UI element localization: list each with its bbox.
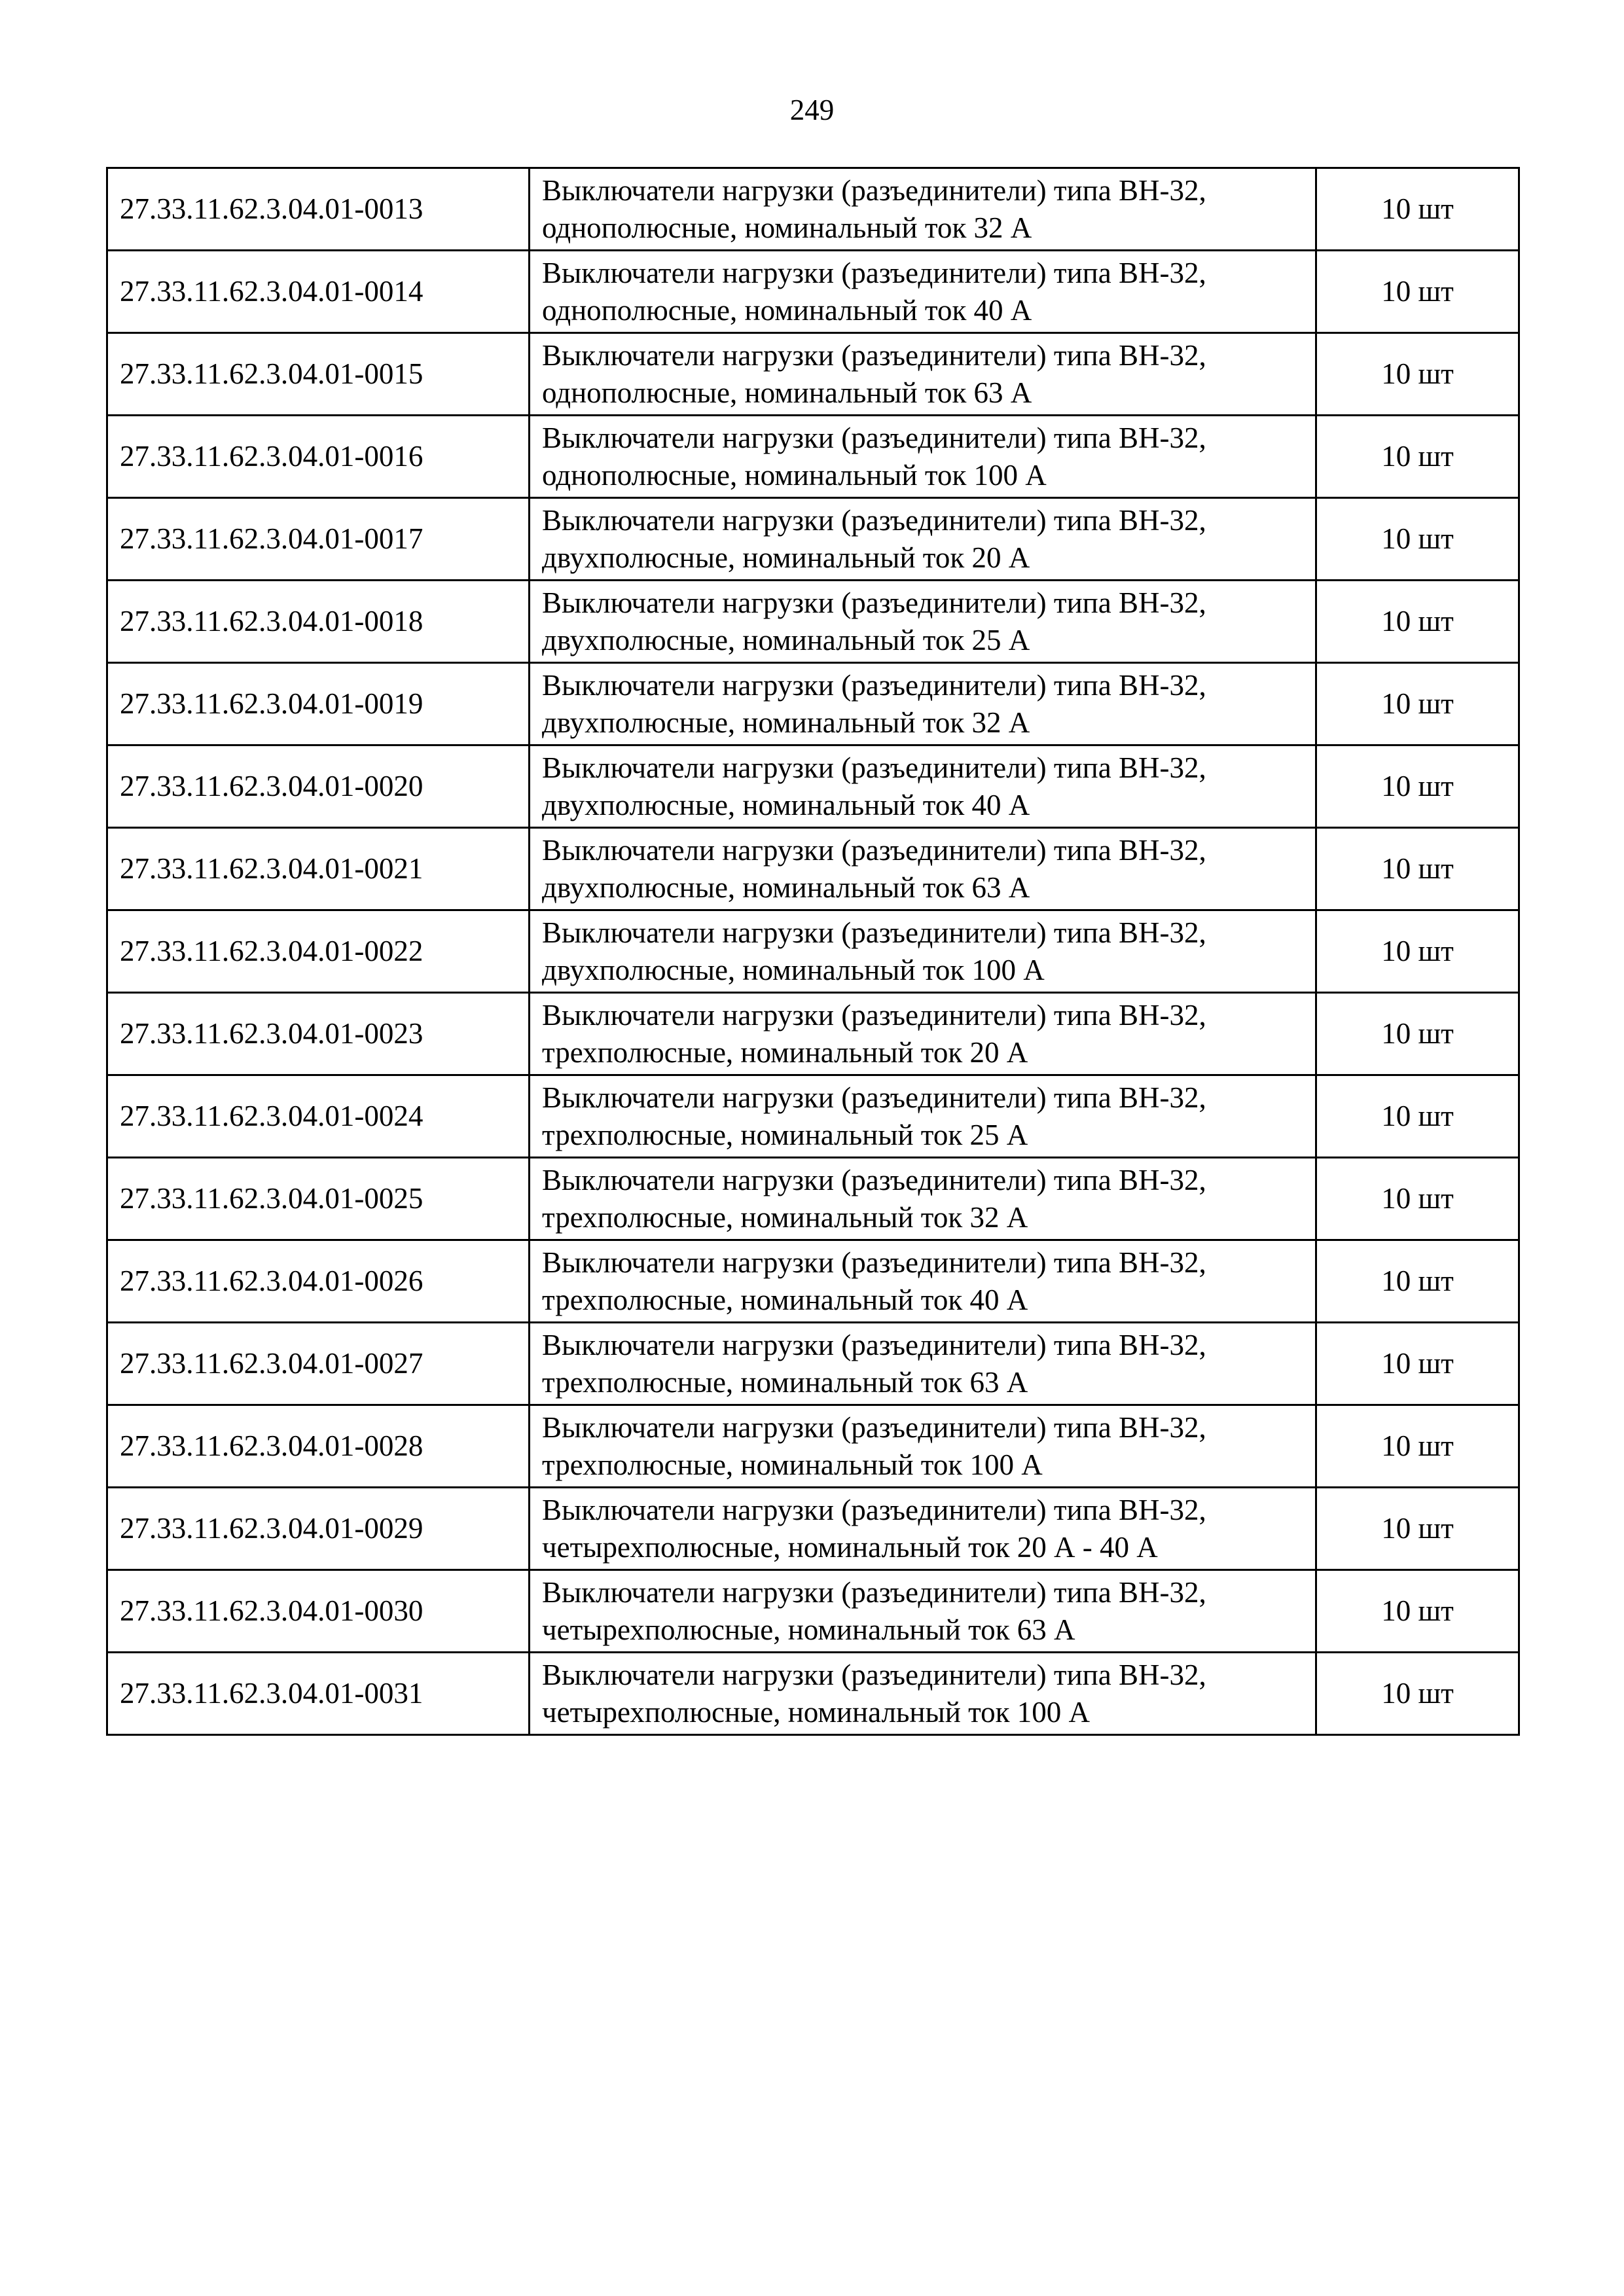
table-row xyxy=(107,168,1519,251)
item-name-cell xyxy=(530,828,1316,910)
item-name-line-2: однополюсные, номинальный ток 32 А xyxy=(542,211,1032,244)
item-name-line-2: однополюсные, номинальный ток 100 А xyxy=(542,458,1047,492)
item-name-line-1: Выключатели нагрузки (разъединители) типа ВН-32, xyxy=(542,421,1206,454)
item-name-cell xyxy=(530,745,1316,828)
item-name-line-1: Выключатели нагрузки (разъединители) типа ВН-32, xyxy=(542,338,1206,372)
table-row xyxy=(107,1075,1519,1158)
table-row xyxy=(107,581,1519,663)
item-quantity-cell: 10 шт xyxy=(1316,1405,1519,1488)
item-name-line-2: однополюсные, номинальный ток 63 А xyxy=(542,376,1032,409)
item-code-cell: 27.33.11.62.3.04.01-0026 xyxy=(107,1240,530,1323)
item-code-cell: 27.33.11.62.3.04.01-0020 xyxy=(107,745,530,828)
item-name-cell xyxy=(530,1158,1316,1240)
item-name-cell xyxy=(530,581,1316,663)
item-name-line-1: Выключатели нагрузки (разъединители) типа ВН-32, xyxy=(542,998,1206,1031)
item-quantity-cell: 10 шт xyxy=(1316,663,1519,745)
item-name-line-2: трехполюсные, номинальный ток 20 А xyxy=(542,1035,1028,1069)
item-name-line-1: Выключатели нагрузки (разъединители) типа ВН-32, xyxy=(542,1081,1206,1114)
item-code-cell: 27.33.11.62.3.04.01-0025 xyxy=(107,1158,530,1240)
item-name-cell xyxy=(530,663,1316,745)
item-quantity-cell: 10 шт xyxy=(1316,828,1519,910)
item-name-line-1: Выключатели нагрузки (разъединители) типа ВН-32, xyxy=(542,256,1206,289)
table-row xyxy=(107,1240,1519,1323)
item-name-cell xyxy=(530,498,1316,581)
item-quantity-cell: 10 шт xyxy=(1316,910,1519,993)
item-name-line-1: Выключатели нагрузки (разъединители) типа ВН-32, xyxy=(542,1575,1206,1609)
item-code-cell: 27.33.11.62.3.04.01-0030 xyxy=(107,1570,530,1653)
table-row xyxy=(107,1405,1519,1488)
table-row xyxy=(107,745,1519,828)
table-row xyxy=(107,251,1519,333)
item-code-cell: 27.33.11.62.3.04.01-0019 xyxy=(107,663,530,745)
item-name-line-2: трехполюсные, номинальный ток 63 А xyxy=(542,1365,1028,1399)
items-table-body xyxy=(107,168,1519,1735)
item-name-cell xyxy=(530,416,1316,498)
item-quantity-cell: 10 шт xyxy=(1316,1570,1519,1653)
item-name-line-2: трехполюсные, номинальный ток 25 А xyxy=(542,1118,1028,1151)
item-code-cell: 27.33.11.62.3.04.01-0027 xyxy=(107,1323,530,1405)
item-name-line-2: двухполюсные, номинальный ток 100 А xyxy=(542,953,1045,986)
item-name-cell xyxy=(530,1240,1316,1323)
item-quantity-cell: 10 шт xyxy=(1316,498,1519,581)
item-quantity-cell: 10 шт xyxy=(1316,1158,1519,1240)
table-row xyxy=(107,910,1519,993)
table-row xyxy=(107,828,1519,910)
item-quantity-cell: 10 шт xyxy=(1316,1075,1519,1158)
item-quantity-cell: 10 шт xyxy=(1316,745,1519,828)
item-name-line-1: Выключатели нагрузки (разъединители) типа ВН-32, xyxy=(542,833,1206,867)
item-quantity-cell: 10 шт xyxy=(1316,581,1519,663)
item-quantity-cell: 10 шт xyxy=(1316,1240,1519,1323)
item-quantity-cell: 10 шт xyxy=(1316,168,1519,251)
item-quantity-cell: 10 шт xyxy=(1316,1653,1519,1735)
item-code-cell: 27.33.11.62.3.04.01-0031 xyxy=(107,1653,530,1735)
item-name-line-1: Выключатели нагрузки (разъединители) типа ВН-32, xyxy=(542,751,1206,784)
table-row xyxy=(107,663,1519,745)
table-row xyxy=(107,993,1519,1075)
item-code-cell: 27.33.11.62.3.04.01-0024 xyxy=(107,1075,530,1158)
item-name-line-1: Выключатели нагрузки (разъединители) типа ВН-32, xyxy=(542,586,1206,619)
item-name-line-2: двухполюсные, номинальный ток 40 А xyxy=(542,788,1030,821)
item-code-cell: 27.33.11.62.3.04.01-0022 xyxy=(107,910,530,993)
item-name-line-2: трехполюсные, номинальный ток 40 А xyxy=(542,1283,1028,1316)
table-row xyxy=(107,1158,1519,1240)
item-code-cell: 27.33.11.62.3.04.01-0013 xyxy=(107,168,530,251)
table-row xyxy=(107,1570,1519,1653)
item-code-cell: 27.33.11.62.3.04.01-0014 xyxy=(107,251,530,333)
item-quantity-cell: 10 шт xyxy=(1316,993,1519,1075)
item-name-cell xyxy=(530,1075,1316,1158)
item-name-cell xyxy=(530,1488,1316,1570)
table-row xyxy=(107,1653,1519,1735)
item-name-line-1: Выключатели нагрузки (разъединители) типа ВН-32, xyxy=(542,1163,1206,1196)
item-code-cell: 27.33.11.62.3.04.01-0028 xyxy=(107,1405,530,1488)
item-code-cell: 27.33.11.62.3.04.01-0016 xyxy=(107,416,530,498)
item-name-cell xyxy=(530,251,1316,333)
item-name-line-2: двухполюсные, номинальный ток 25 А xyxy=(542,623,1030,656)
table-row xyxy=(107,1488,1519,1570)
item-name-line-1: Выключатели нагрузки (разъединители) типа ВН-32, xyxy=(542,916,1206,949)
table-row xyxy=(107,333,1519,416)
item-name-line-2: четырехполюсные, номинальный ток 20 А - 40 А xyxy=(542,1530,1158,1564)
item-name-cell xyxy=(530,168,1316,251)
item-name-line-1: Выключатели нагрузки (разъединители) типа ВН-32, xyxy=(542,1328,1206,1361)
item-name-cell xyxy=(530,1570,1316,1653)
item-quantity-cell: 10 шт xyxy=(1316,1488,1519,1570)
item-code-cell: 27.33.11.62.3.04.01-0015 xyxy=(107,333,530,416)
item-name-line-2: однополюсные, номинальный ток 40 А xyxy=(542,293,1032,327)
item-quantity-cell: 10 шт xyxy=(1316,251,1519,333)
item-name-line-1: Выключатели нагрузки (разъединители) типа ВН-32, xyxy=(542,503,1206,537)
item-name-line-2: двухполюсные, номинальный ток 63 А xyxy=(542,870,1030,904)
item-name-line-1: Выключатели нагрузки (разъединители) типа ВН-32, xyxy=(542,668,1206,702)
table-row xyxy=(107,1323,1519,1405)
item-name-cell xyxy=(530,910,1316,993)
item-quantity-cell: 10 шт xyxy=(1316,1323,1519,1405)
item-name-line-1: Выключатели нагрузки (разъединители) типа ВН-32, xyxy=(542,1246,1206,1279)
item-name-cell xyxy=(530,1653,1316,1735)
item-name-cell xyxy=(530,333,1316,416)
item-name-line-2: двухполюсные, номинальный ток 32 А xyxy=(542,706,1030,739)
item-name-line-2: четырехполюсные, номинальный ток 63 А xyxy=(542,1613,1075,1646)
item-code-cell: 27.33.11.62.3.04.01-0017 xyxy=(107,498,530,581)
item-name-cell xyxy=(530,1405,1316,1488)
item-name-line-1: Выключатели нагрузки (разъединители) типа ВН-32, xyxy=(542,1410,1206,1444)
items-table xyxy=(106,167,1520,1736)
item-code-cell: 27.33.11.62.3.04.01-0023 xyxy=(107,993,530,1075)
item-name-line-1: Выключатели нагрузки (разъединители) типа ВН-32, xyxy=(542,1493,1206,1526)
item-name-line-2: трехполюсные, номинальный ток 100 А xyxy=(542,1448,1043,1481)
table-row xyxy=(107,498,1519,581)
item-name-cell xyxy=(530,1323,1316,1405)
item-quantity-cell: 10 шт xyxy=(1316,416,1519,498)
item-quantity-cell: 10 шт xyxy=(1316,333,1519,416)
table-row xyxy=(107,416,1519,498)
page-number: 249 xyxy=(789,94,835,126)
item-name-line-2: четырехполюсные, номинальный ток 100 А xyxy=(542,1695,1091,1729)
item-name-line-2: трехполюсные, номинальный ток 32 А xyxy=(542,1200,1028,1234)
item-name-cell xyxy=(530,993,1316,1075)
item-code-cell: 27.33.11.62.3.04.01-0021 xyxy=(107,828,530,910)
item-code-cell: 27.33.11.62.3.04.01-0018 xyxy=(107,581,530,663)
item-code-cell: 27.33.11.62.3.04.01-0029 xyxy=(107,1488,530,1570)
item-name-line-1: Выключатели нагрузки (разъединители) типа ВН-32, xyxy=(542,173,1206,207)
item-name-line-1: Выключатели нагрузки (разъединители) типа ВН-32, xyxy=(542,1658,1206,1691)
item-name-line-2: двухполюсные, номинальный ток 20 А xyxy=(542,541,1030,574)
